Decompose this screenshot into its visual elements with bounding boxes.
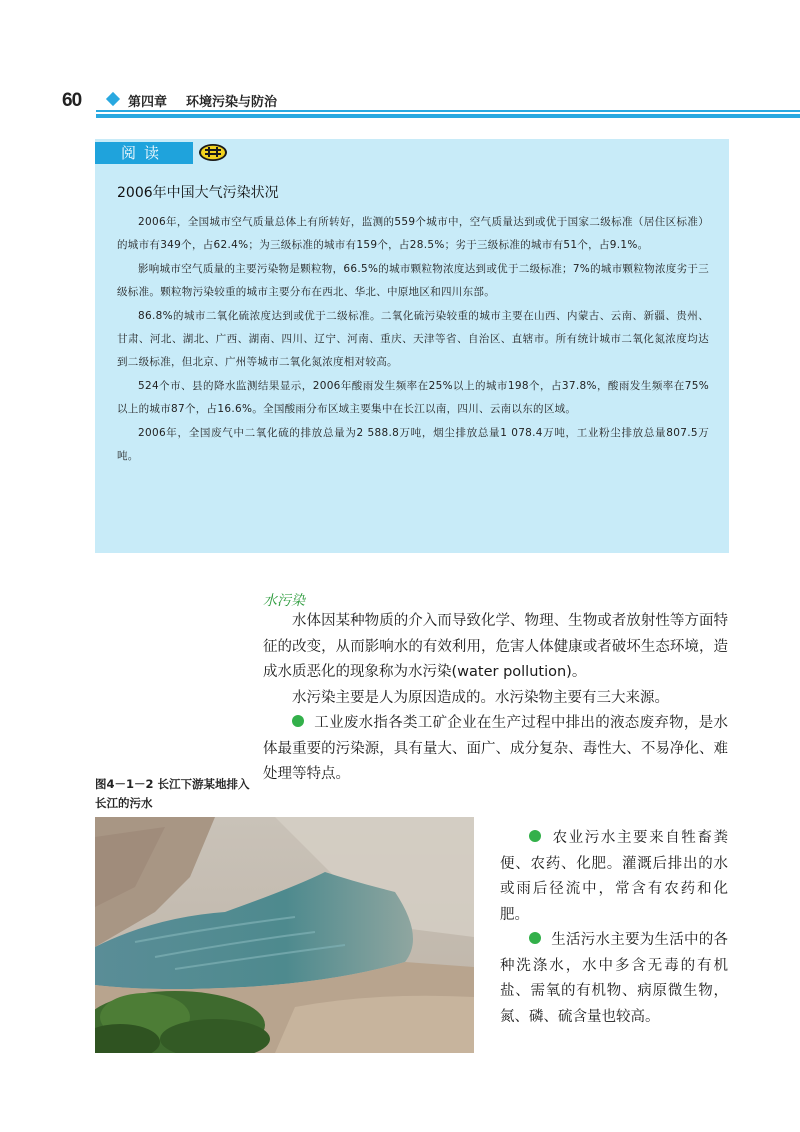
domestic-paragraph [500,928,728,1030]
bullet-icon [529,830,541,842]
page-header [0,0,800,120]
page-number: 60 [62,90,82,111]
bullet-icon [292,715,304,727]
reading-badge-icon [198,143,228,162]
reading-paragraph: 2006年，全国城市空气质量总体上有所转好，监测的559个城市中，空气质量达到或优于国家二级标准（居住区标准）的城市有349个，占62.4%；为三级标准的城市有159个，占28.5%；劣于三级标准的城市有51个，占9.1%。 [117,216,709,251]
header-rule [96,110,800,112]
reading-paragraph: 2006年，全国废气中二氧化硫的排放总量为2 588.8万吨，烟尘排放总量1 078.4万吨，工业粉尘排放总量807.5万吨。 [117,427,709,462]
river-photo [95,817,474,1053]
agricultural-paragraph [500,826,728,928]
reading-box [95,139,729,553]
side-text [500,826,728,1030]
section-heading: 水污染 [263,593,305,609]
definition-paragraph: 水体因某种物质的介入而导致化学、物理、生物或者放射性等方面特征的改变，从而影响水的有效利用，危害人体健康或者破坏生态环境，造成水质恶化的现象称为水污染(water pollution)。 [263,613,728,680]
reading-paragraph: 影响城市空气质量的主要污染物是颗粒物，66.5%的城市颗粒物浓度达到或优于二级标准；7%的城市颗粒物浓度劣于三级标准。颗粒物污染较重的城市主要分布在西北、华北、中原地区和四川东部。 [117,263,709,298]
river-photo-image [95,817,474,1053]
reading-body [117,211,709,469]
industrial-text: 工业废水指各类工矿企业在生产过程中排出的液态废弃物，是水体最重要的污染源，具有量大、面广、成分复杂、毒性大、不易净化、难处理等特点。 [263,715,728,782]
reading-paragraph: 86.8%的城市二氧化硫浓度达到或优于二级标准。二氧化硫污染较重的城市主要在山西、内蒙古、云南、新疆、贵州、甘肃、河北、湖北、广西、湖南、四川、辽宁、河南、重庆、天津等省、自治区、直辖市。所有统计城市二氧化氮浓度均达到二级标准，但北京、广州等城市二氧化氮浓度相对较高。 [117,310,709,368]
header-rule-bold [96,114,800,118]
bullet-icon [529,932,541,944]
reading-label: 阅读 [95,142,193,164]
main-text [263,609,728,788]
chapter-label: 第四章 [128,95,168,110]
sources-intro-paragraph: 水污染主要是人为原因造成的。水污染物主要有三大来源。 [292,689,669,706]
agricultural-text: 农业污水主要来自牲畜粪便、农药、化肥。灌溉后排出的水或雨后径流中，常含有农药和化肥。 [500,830,728,923]
figure-caption: 图4－1－2 长江下游某地排入长江的污水 [95,777,250,810]
domestic-text: 生活污水主要为生活中的各种洗涤水，水中多含无毒的有机盐、需氧的有机物、病原微生物，氮、磷、硫含量也较高。 [500,932,728,1025]
chapter-diamond-icon [106,92,120,106]
chapter-title: 环境污染与防治 [186,95,278,110]
industrial-paragraph [263,711,728,788]
reading-title: 2006年中国大气污染状况 [117,185,279,201]
reading-paragraph: 524个市、县的降水监测结果显示，2006年酸雨发生频率在25%以上的城市198个，占37.8%，酸雨发生频率在75%以上的城市87个，占16.6%。全国酸雨分布区域主要集中在长江以南，四川、云南以东的区域。 [117,380,709,415]
